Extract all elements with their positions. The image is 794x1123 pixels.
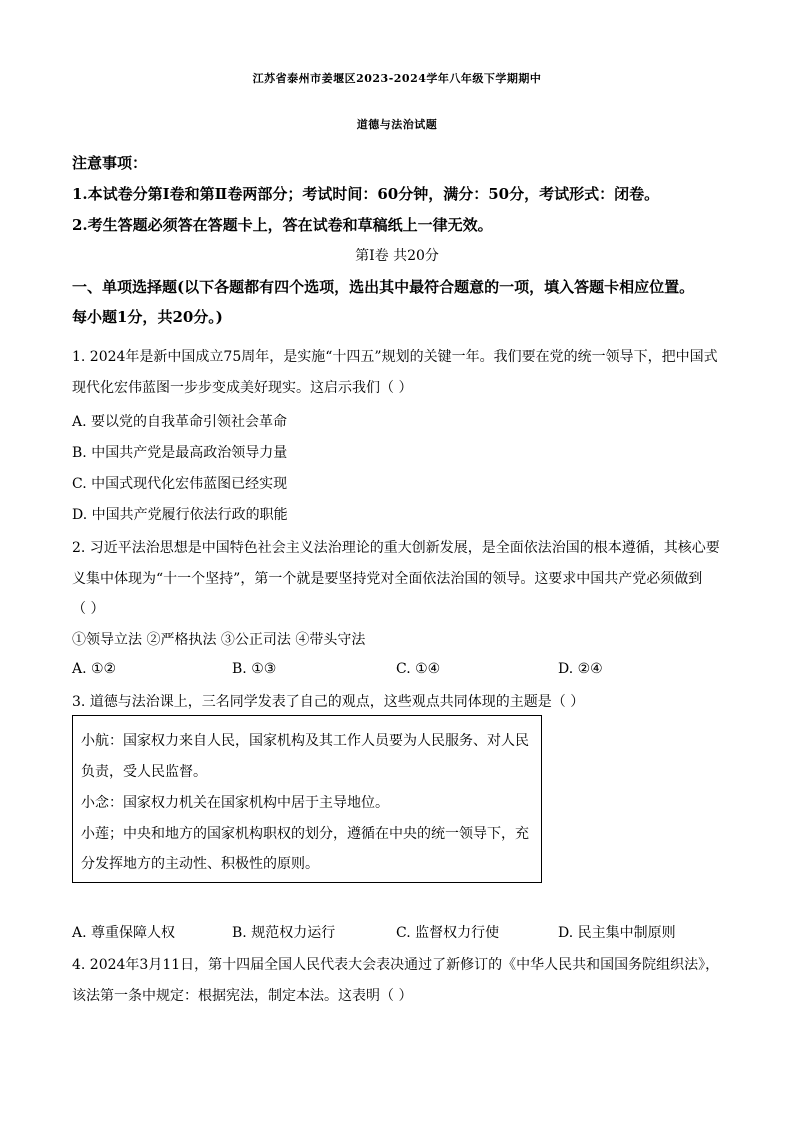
question-1-stem: 1. 2024年是新中国成立75周年，是实施“十四五”规划的关键一年。我们要在党的统一领导下，把中国式 — [72, 349, 718, 365]
question-3-material-box — [72, 715, 542, 883]
part-label: 第Ⅰ卷 共20分 — [355, 248, 439, 264]
question-1-stem-cont: 现代化宏伟蓝图一步步变成美好现实。这启示我们（ ） — [72, 380, 413, 396]
question-4-stem-cont: 该法第一条中规定：根据宪法，制定本法。这表明（ ） — [72, 988, 413, 1004]
question-2-stem: 2. 习近平法治思想是中国特色社会主义法治理论的重大创新发展，是全面依法治国的根本遵循，其核心要 — [72, 540, 720, 556]
question-3-stem: 3. 道德与法治课上，三名同学发表了自己的观点，这些观点共同体现的主题是（ ） — [72, 694, 585, 710]
question-2-statements: ①领导立法 ②严格执法 ③公正司法 ④带头守法 — [72, 632, 366, 648]
question-1-option-b: B. 中国共产党是最高政治领导力量 — [72, 445, 288, 461]
question-1-option-a: A. 要以党的自我革命引领社会革命 — [72, 414, 288, 430]
question-3-option-c: C. 监督权力行使 — [396, 925, 500, 941]
question-1-option-c: C. 中国式现代化宏伟蓝图已经实现 — [72, 476, 288, 492]
question-3-option-b: B. 规范权力运行 — [232, 925, 336, 941]
notice-item-2: 2.考生答题必须答在答题卡上，答在试卷和草稿纸上一律无效。 — [72, 216, 493, 234]
question-2-option-a: A. ①② — [72, 661, 117, 677]
question-2-option-c: C. ①④ — [396, 661, 441, 677]
question-2-answer-blank: （ ） — [72, 601, 105, 617]
question-2-option-d: D. ②④ — [558, 661, 603, 677]
material-line: 负责，受人民监督。 — [81, 764, 207, 780]
question-2-option-b: B. ①③ — [232, 661, 277, 677]
question-1-option-d: D. 中国共产党履行依法行政的职能 — [72, 507, 288, 523]
question-3-option-d: D. 民主集中制原则 — [558, 925, 676, 941]
question-3-option-a: A. 尊重保障人权 — [72, 925, 176, 941]
exam-title: 江苏省泰州市姜堰区2023-2024学年八年级下学期期中 — [252, 72, 542, 85]
notice-heading: 注意事项： — [72, 154, 148, 172]
section-instructions: 一、单项选择题(以下各题都有四个选项，选出其中最符合题意的一项，填入答题卡相应位置。 — [72, 278, 695, 296]
material-line: 小念：国家权力机关在国家机构中居于主导地位。 — [81, 795, 389, 811]
exam-subject-title: 道德与法治试题 — [356, 118, 438, 131]
notice-item-1: 1.本试卷分第Ⅰ卷和第Ⅱ卷两部分；考试时间：60分钟，满分：50分，考试形式：闭卷。 — [72, 185, 660, 203]
material-line: 小航：国家权力来自人民，国家机构及其工作人员要为人民服务、对人民 — [81, 733, 529, 749]
material-line: 分发挥地方的主动性、积极性的原则。 — [81, 856, 319, 872]
section-instructions-cont: 每小题1分，共20分。) — [72, 308, 223, 326]
material-line: 小莲；中央和地方的国家机构职权的划分，遵循在中央的统一领导下，充 — [81, 826, 529, 842]
question-4-stem: 4. 2024年3月11日，第十四届全国人民代表大会表决通过了新修订的《中华人民共和国国务院组织法》， — [72, 957, 720, 973]
question-2-stem-cont: 义集中体现为“十一个坚持”，第一个就是要坚持党对全面依法治国的领导。这要求中国共产党必须做到 — [72, 571, 703, 587]
